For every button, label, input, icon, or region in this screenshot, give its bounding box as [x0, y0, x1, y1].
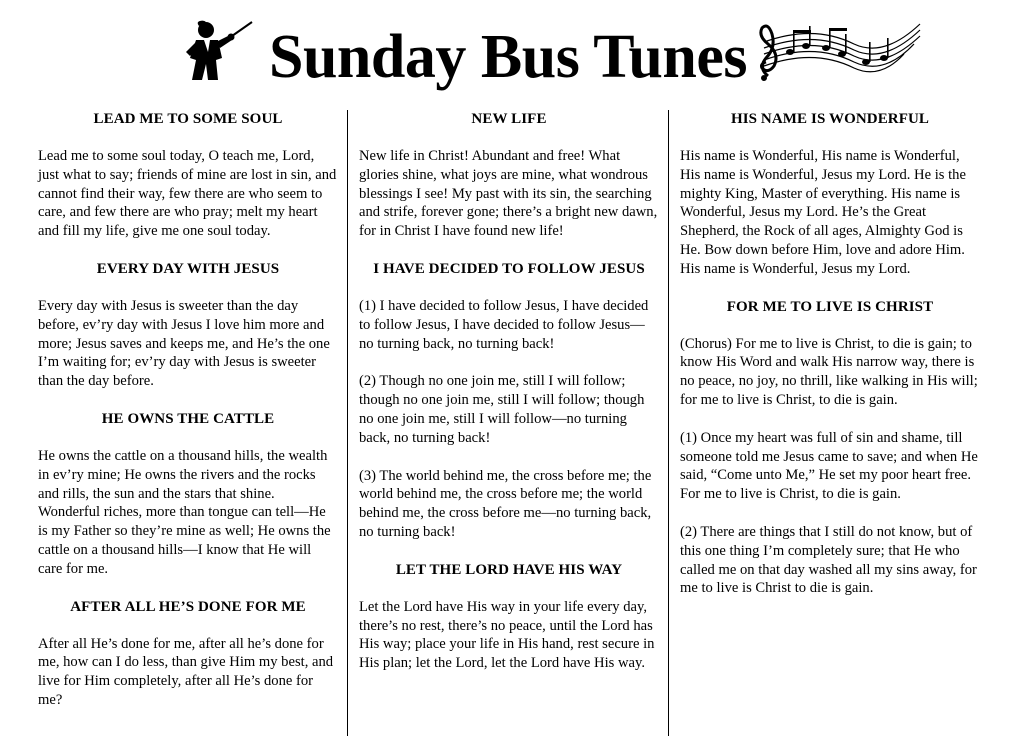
song-verse: (Chorus) For me to live is Christ, to die is gain; to know His Word and walk His narrow way, there is no peace, no joy, no thrill, like walking in His will; for me to live is Christ, to die is gain.: [680, 335, 978, 408]
song-lyrics: Lead me to some soul today, O teach me, Lord, just what to say; friends of mine are lost in sin, and cannot find their way, few there are who seem to care, and few there are who pray; melt my heart and fill my life, give me one soul today.: [38, 148, 337, 240]
song: [38, 598, 338, 710]
song-title: HIS NAME IS WONDERFUL: [730, 111, 930, 127]
song: [359, 260, 659, 542]
song: [359, 110, 659, 241]
song-title: HE OWNS THE CATTLE: [101, 410, 275, 427]
music-notes-icon: [744, 14, 924, 84]
song-verse: (1) I have decided to follow Jesus, I have decided to follow Jesus, I have decided to follow Jesus—no turning back, no turning back!: [359, 297, 649, 352]
song: [359, 561, 659, 673]
page-header: [0, 0, 1016, 100]
song-verse: (2) There are things that I still do not know, but of this one thing I’m completely sure; that He who called me on that day washed all my sins away, for me to live is Christ to die is gain.: [680, 523, 977, 597]
song: [38, 110, 338, 241]
column-2: [359, 106, 659, 692]
song-verse: (1) Once my heart was full of sin and shame, till someone told me Jesus came to save; and when He said, “Come unto Me,” He set my poor heart free. For me to live is Christ, to die is gain.: [680, 429, 978, 503]
song-title: I HAVE DECIDED TO FOLLOW JESUS: [373, 260, 645, 277]
song: [680, 110, 980, 279]
page-title: Sunday Bus Tunes: [268, 23, 748, 91]
song-title: LEAD ME TO SOME SOUL: [93, 111, 283, 127]
song-title: NEW LIFE: [471, 111, 547, 127]
column-3: [680, 106, 980, 617]
column-divider: [347, 110, 348, 736]
song-lyrics: Let the Lord have His way in your life every day, there’s no rest, there’s no peace, until the Lord has His way; place your life in His hand, rest secure in His plan; let the Lord, let the Lord have His way.: [359, 598, 655, 672]
song: [38, 410, 338, 579]
song-lyrics: Every day with Jesus is sweeter than the day before, ev’ry day with Jesus I love him more and more; Jesus saves and keeps me, and He’s the one I’m waiting for; ev’ry day with Jesus is sweeter than the day before.: [38, 297, 330, 390]
song-title: LET THE LORD HAVE HIS WAY: [395, 561, 623, 578]
song: [38, 260, 338, 391]
song-title: AFTER ALL HE’S DONE FOR ME: [70, 598, 306, 615]
song-verse: (3) The world behind me, the cross before me; the world behind me, the cross before me; the world behind me, the cross before me—no turning back, no turning back!: [359, 467, 652, 540]
column-divider: [668, 110, 669, 736]
song-title: EVERY DAY WITH JESUS: [96, 260, 280, 277]
column-1: [38, 106, 338, 729]
song-columns: [0, 106, 1016, 750]
song-lyrics: New life in Christ! Abundant and free! What glories shine, what joys are mine, what wondrous blessings I see! My past with its sin, the searching and strife, forever gone; there’s a bright new dawn, for in Christ I have found new life!: [359, 148, 658, 240]
song-lyrics: He owns the cattle on a thousand hills, the wealth in ev’ry mine; He owns the rivers and the rocks and rills, the sun and the stars that shine. Wonderful riches, more than tongue can tell—He is my Father so they’re mine as well; He owns the cattle on a thousand hills—I know that He will care for me.: [38, 447, 331, 577]
song-lyrics: His name is Wonderful, His name is Wonderful, His name is Wonderful, Jesus my Lord. He is the mighty King, Master of everything. His name is Wonderful, Jesus my Lord. He’s the Great Shepherd, the Rock of all ages, Almighty God is He. Bow down before Him, love and adore Him. His name is Wonderful, Jesus my Lord.: [680, 148, 966, 277]
song-lyrics: After all He’s done for me, after all he’s done for me, how can I do less, than give Him my best, and live for Him completely, after all He’s done for me?: [38, 635, 334, 708]
song-verse: (2) Though no one join me, still I will follow; though no one join me, still I will follow; though no one join me, still I will follow—no turning back, no turning back!: [359, 373, 645, 446]
song: [680, 298, 980, 599]
song-title: FOR ME TO LIVE IS CHRIST: [726, 298, 934, 315]
